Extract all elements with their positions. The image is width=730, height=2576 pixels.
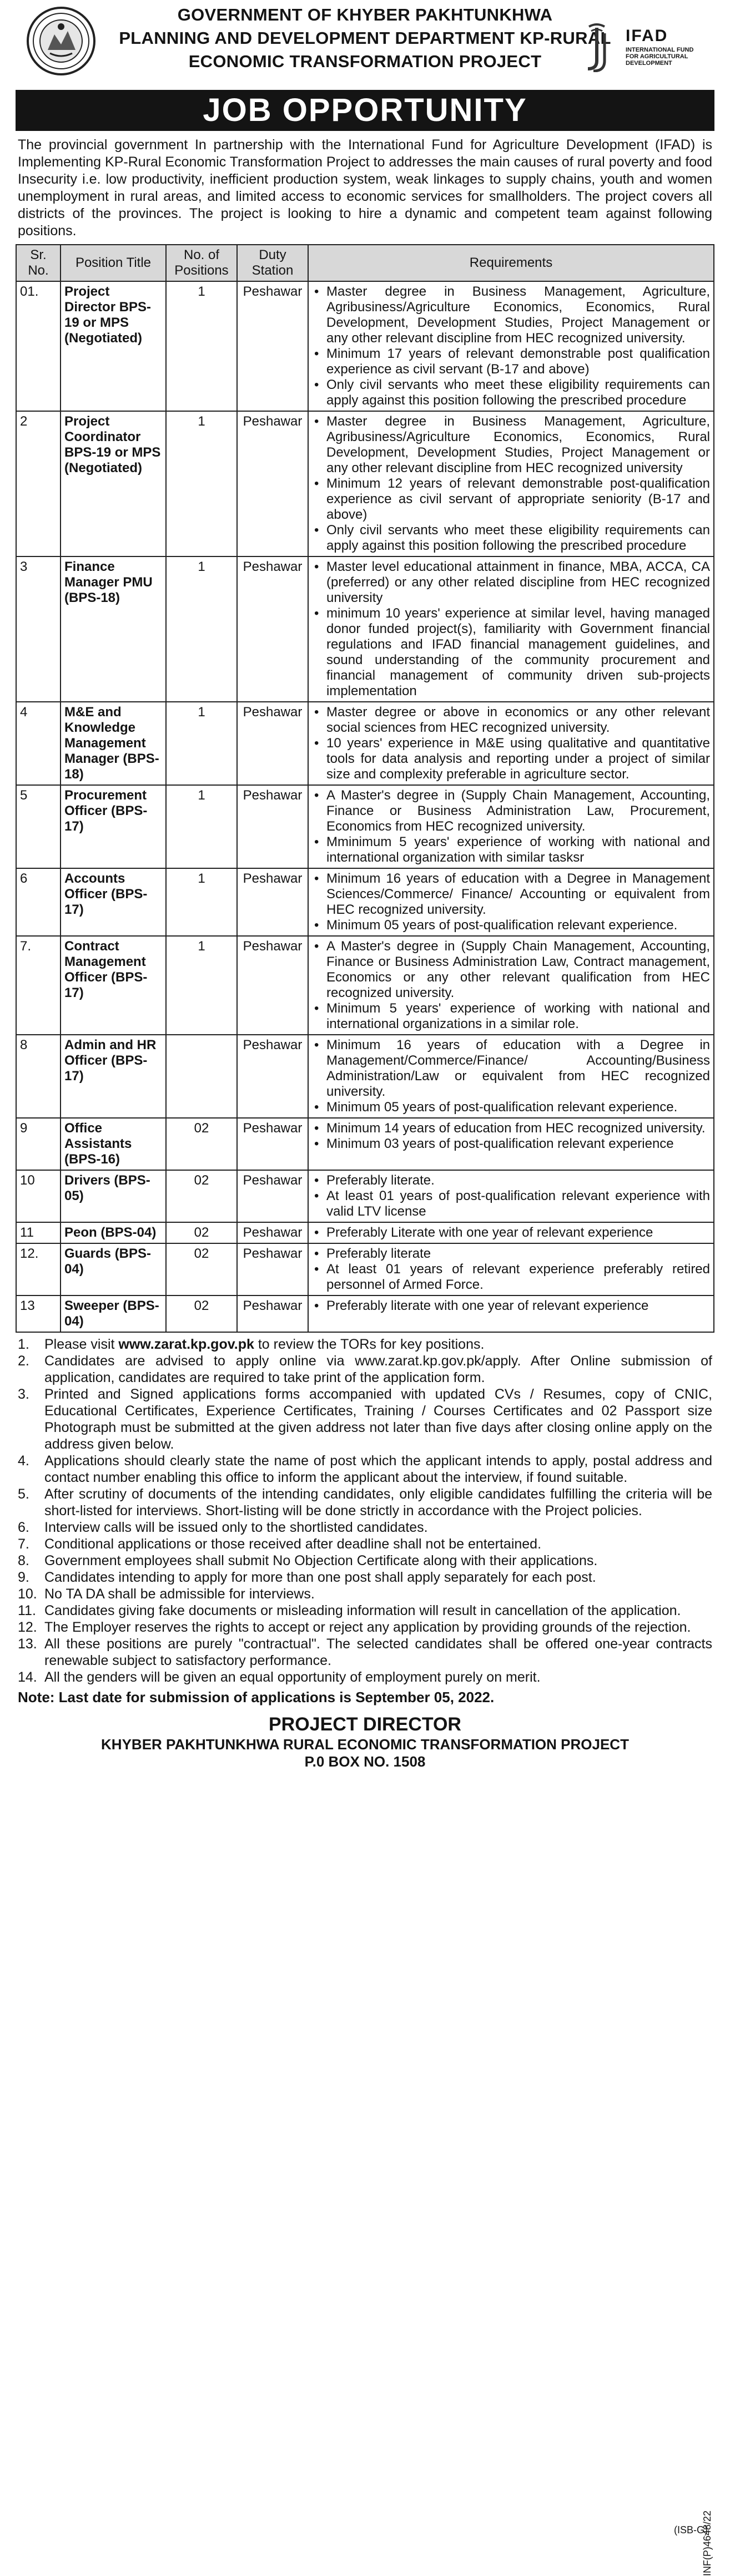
requirements [308, 1222, 714, 1243]
requirements [308, 785, 714, 868]
note-number: 3. [18, 1386, 29, 1402]
duty-station: Peshawar [237, 936, 308, 1035]
position-title: Office Assistants (BPS-16) [61, 1118, 166, 1170]
table-header-row [16, 245, 714, 281]
note-item [18, 1386, 712, 1453]
table-body [16, 281, 714, 1332]
header-position-title: Position Title [61, 245, 166, 281]
note-item [18, 1586, 712, 1602]
note-text [44, 1602, 712, 1619]
table-row [16, 281, 714, 411]
header-no-of-positions: No. of Positions [166, 245, 237, 281]
table-row [16, 1295, 714, 1332]
requirement-item: • Preferably Literate with one year of relevant experience [312, 1225, 710, 1241]
position-title: Contract Management Officer (BPS-17) [61, 936, 166, 1035]
footer-project: KHYBER PAKHTUNKHWA RURAL ECONOMIC TRANSFORMATION PROJECT [101, 1736, 629, 1753]
duty-station: Peshawar [237, 1295, 308, 1332]
requirements [308, 1118, 714, 1170]
header-project: ECONOMIC TRANSFORMATION PROJECT [188, 52, 542, 71]
position-title: Drivers (BPS-05) [61, 1170, 166, 1222]
requirement-item: • At least 01 years of post-qualification relevant experience with valid LTV license [312, 1188, 710, 1219]
note-text [44, 1569, 712, 1586]
note-item [18, 1619, 712, 1636]
note-number: 4. [18, 1453, 29, 1469]
number-of-positions: 1 [166, 936, 237, 1035]
number-of-positions: 02 [166, 1295, 237, 1332]
header-government: GOVERNMENT OF KHYBER PAKHTUNKHWA [177, 5, 553, 24]
duty-station: Peshawar [237, 1243, 308, 1295]
number-of-positions [166, 1035, 237, 1118]
sr-number: 5 [16, 785, 61, 868]
position-title: Admin and HR Officer (BPS-17) [61, 1035, 166, 1118]
note-text-start: No TA DA shall be admissible for interviews. [44, 1586, 315, 1602]
requirement-item: • Master degree or above in economics or any other relevant social sciences from HEC recognized university. [312, 705, 710, 736]
requirement-item: • A Master's degree in (Supply Chain Management, Accounting, Finance or Business Administration Law, Contract management, Economics or any other relevant qualification from HEC recognized university. [312, 939, 710, 1001]
note-text [44, 1552, 712, 1569]
table-row [16, 868, 714, 936]
website-link[interactable]: www.zarat.kp.gov.pk [118, 1337, 254, 1352]
requirement-item: • minimum 10 years' experience at similar level, having managed donor funded project(s), familiarity with Government financial regulations and IFAD financial management guidelines, and sound understanding of the community procurement and financial management of community driven sub-projects implementation [312, 606, 710, 699]
duty-station: Peshawar [237, 868, 308, 936]
requirement-item: • Only civil servants who meet these eligibility requirements can apply against this position following the prescribed procedure [312, 377, 710, 408]
note-item [18, 1636, 712, 1669]
requirements [308, 1295, 714, 1332]
sr-number: 7. [16, 936, 61, 1035]
header-department: PLANNING AND DEVELOPMENT DEPARTMENT KP-RURAL [119, 28, 611, 48]
footer [16, 1713, 714, 1770]
note-number: 12. [18, 1620, 37, 1635]
note-text [44, 1453, 712, 1486]
note-text-start: Applications should clearly state the name of post which the applicant intends to apply, postal address and contact number enabling this office to inform the applicant about the interview, if found suitable. [44, 1453, 712, 1485]
kp-government-seal-icon [26, 6, 97, 77]
table-row [16, 936, 714, 1035]
table-row [16, 1222, 714, 1243]
note-text [44, 1386, 712, 1453]
reference-number: INF(P)4648/22 [702, 2511, 713, 2576]
note-number: 11. [18, 1603, 36, 1618]
table-row [16, 785, 714, 868]
number-of-positions: 02 [166, 1222, 237, 1243]
duty-station: Peshawar [237, 1170, 308, 1222]
requirements [308, 556, 714, 702]
note-text [44, 1586, 712, 1602]
sr-number: 3 [16, 556, 61, 702]
note-number: 14. [18, 1669, 37, 1685]
note-text-start: Candidates intending to apply for more than one post shall apply separately for each post. [44, 1570, 596, 1585]
number-of-positions: 1 [166, 785, 237, 868]
requirement-item: • At least 01 years of relevant experience preferably retired personnel of Armed Force. [312, 1262, 710, 1293]
note-text-start: After scrutiny of documents of the intending candidates, only eligible candidates fulfilling the criteria will be short-listed for interviews. Short-listing will be done strictly in accordance with the Project policies. [44, 1486, 712, 1519]
isb-code: (ISB-G) [674, 2524, 708, 2535]
requirement-item: • Minimum 05 years of post-qualification relevant experience. [312, 1100, 710, 1115]
header-duty-station: Duty Station [237, 245, 308, 281]
duty-station: Peshawar [237, 281, 308, 411]
notes-list [18, 1336, 712, 1686]
sr-number: 2 [16, 411, 61, 556]
number-of-positions: 02 [166, 1118, 237, 1170]
requirements [308, 1243, 714, 1295]
sr-number: 6 [16, 868, 61, 936]
note-item [18, 1453, 712, 1486]
note-text [44, 1669, 712, 1686]
duty-station: Peshawar [237, 1035, 308, 1118]
note-text [44, 1619, 712, 1636]
note-item [18, 1602, 712, 1619]
duty-station: Peshawar [237, 1222, 308, 1243]
note-text-start: All the genders will be given an equal opportunity of employment purely on merit. [44, 1669, 541, 1685]
table-row [16, 702, 714, 785]
note-text [44, 1336, 712, 1353]
header-sr-no: Sr. No. [16, 245, 61, 281]
header-requirements: Requirements [308, 245, 714, 281]
requirement-item: • Master degree in Business Management, Agriculture, Agribusiness/Agriculture Economics, Economics, Rural Development, Development Studies, Project Management or any other relevant discipline from HEC recognized university. [312, 284, 710, 346]
ifad-logo-text: IFAD [626, 27, 668, 45]
footer-title: PROJECT DIRECTOR [269, 1714, 461, 1735]
note-number: 1. [18, 1337, 29, 1352]
sr-number: 12. [16, 1243, 61, 1295]
note-text [44, 1519, 712, 1536]
requirements [308, 936, 714, 1035]
requirements [308, 411, 714, 556]
requirement-item: • Minimum 17 years of relevant demonstrable post qualification experience as civil servant (B-17 and above) [312, 346, 710, 377]
note-item [18, 1486, 712, 1519]
number-of-positions: 1 [166, 868, 237, 936]
sr-number: 01. [16, 281, 61, 411]
requirement-item: • Minimum 03 years of post-qualification relevant experience [312, 1136, 710, 1152]
note-text-start: Government employees shall submit No Objection Certificate along with their applications. [44, 1553, 598, 1568]
intro-paragraph: The provincial government In partnership with the International Fund for Agriculture Development (IFAD) is Implementing KP-Rural Economic Transformation Project to addresses the main causes of rural poverty and food Insecurity i.e. low productivity, inefficient production system, weak linkages to supply chains, youth and women unemployment in rural areas, and limited access to economic services for smallholders. The project covers all districts of the provinces. The project is looking to hire a dynamic and competent team against following positions. [18, 137, 712, 239]
position-title: M&E and Knowledge Management Manager (BPS-18) [61, 702, 166, 785]
header [16, 0, 714, 89]
duty-station: Peshawar [237, 556, 308, 702]
note-text-start: Candidates are advised to apply online via www.zarat.kp.gov.pk/apply. After Online submission of application, candidates are required to take print of the application form. [44, 1353, 712, 1385]
duty-station: Peshawar [237, 1118, 308, 1170]
sr-number: 9 [16, 1118, 61, 1170]
note-text-start: Candidates giving fake documents or misleading information will result in cancellation of the application. [44, 1603, 681, 1618]
positions-table [16, 244, 714, 1333]
sr-number: 8 [16, 1035, 61, 1118]
requirement-item: • Mminimum 5 years' experience of working with national and international organization with similar tasksr [312, 834, 710, 866]
note-item [18, 1519, 712, 1536]
requirement-item: • Minimum 14 years of education from HEC recognized university. [312, 1121, 710, 1136]
footer-po-box: P.0 BOX NO. 1508 [304, 1753, 426, 1770]
number-of-positions: 02 [166, 1243, 237, 1295]
note-number: 7. [18, 1536, 29, 1552]
note-text [44, 1486, 712, 1519]
note-item [18, 1552, 712, 1569]
requirement-item: • Preferably literate. [312, 1173, 710, 1188]
note-text-start: Please visit [44, 1337, 119, 1352]
position-title: Project Director BPS-19 or MPS (Negotiated) [61, 281, 166, 411]
note-text [44, 1636, 712, 1669]
job-opportunity-banner: JOB OPPORTUNITY [16, 90, 714, 131]
note-number: 5. [18, 1486, 29, 1502]
note-text-start: Conditional applications or those received after deadline shall not be entertained. [44, 1536, 542, 1552]
requirement-item: • Minimum 05 years of post-qualification relevant experience. [312, 918, 710, 933]
note-number: 2. [18, 1353, 29, 1369]
requirement-item: • Only civil servants who meet these eligibility requirements can apply against this position following the prescribed procedure [312, 523, 710, 554]
sr-number: 11 [16, 1222, 61, 1243]
note-item [18, 1669, 712, 1686]
number-of-positions: 1 [166, 702, 237, 785]
position-title: Guards (BPS-04) [61, 1243, 166, 1295]
requirement-item: • Master level educational attainment in finance, MBA, ACCA, CA (preferred) or any other related discipline from HEC recognized university [312, 559, 710, 606]
duty-station: Peshawar [237, 785, 308, 868]
number-of-positions: 1 [166, 411, 237, 556]
sr-number: 4 [16, 702, 61, 785]
ifad-logo [575, 22, 708, 78]
requirement-item: • 10 years' experience in M&E using qualitative and quantitative tools for data analysis and reporting under a project of similar size and complexity preferable in agriculture sector. [312, 736, 710, 782]
number-of-positions: 1 [166, 556, 237, 702]
table-row [16, 1243, 714, 1295]
note-number: 10. [18, 1586, 37, 1602]
note-number: 8. [18, 1553, 29, 1568]
note-text-start: All these positions are purely "contractual". The selected candidates shall be offered one-year contracts renewable subject to satisfactory performance. [44, 1636, 712, 1668]
last-date-note: Note: Last date for submission of applications is September 05, 2022. [18, 1689, 495, 1705]
ifad-logo-subtitle: INTERNATIONAL FUND FOR AGRICULTURAL DEVELOPMENT [626, 47, 694, 67]
duty-station: Peshawar [237, 411, 308, 556]
requirements [308, 1170, 714, 1222]
requirement-item: • Minimum 16 years of education with a Degree in Management Sciences/Commerce/ Finance/ Accounting or equivalent from HEC recognized university. [312, 871, 710, 918]
requirement-item: • Preferably literate with one year of relevant experience [312, 1298, 710, 1314]
table-row [16, 1118, 714, 1170]
duty-station: Peshawar [237, 702, 308, 785]
number-of-positions: 02 [166, 1170, 237, 1222]
note-number: 13. [18, 1636, 37, 1652]
note-text-start: Printed and Signed applications forms accompanied with updated CVs / Resumes, copy of CNIC, Educational Certificates, Experience Certificates, Training / Courses Certificates and 02 Passport size Photograph must be submitted at the given address not later than five days after closing online apply on the address given below. [44, 1386, 712, 1452]
table-row [16, 411, 714, 556]
note-text-end: to review the TORs for key positions. [254, 1337, 485, 1352]
table-row [16, 1035, 714, 1118]
table-row [16, 1170, 714, 1222]
note-text-start: The Employer reserves the rights to accept or reject any application by providing grounds of the rejection. [44, 1620, 691, 1635]
note-number: 9. [18, 1570, 29, 1585]
note-number: 6. [18, 1520, 29, 1535]
requirements [308, 281, 714, 411]
note-text [44, 1536, 712, 1552]
number-of-positions: 1 [166, 281, 237, 411]
position-title: Sweeper (BPS-04) [61, 1295, 166, 1332]
requirements [308, 702, 714, 785]
requirement-item: • A Master's degree in (Supply Chain Management, Accounting, Finance or Business Administration Law, Procurement, Economics from HEC recognized university. [312, 788, 710, 834]
note-item [18, 1336, 712, 1353]
position-title: Accounts Officer (BPS-17) [61, 868, 166, 936]
table-row [16, 556, 714, 702]
requirement-item: • Minimum 12 years of relevant demonstrable post-qualification experience as civil servant of appropriate seniority (B-17 and above) [312, 476, 710, 523]
note-item [18, 1536, 712, 1552]
position-title: Procurement Officer (BPS-17) [61, 785, 166, 868]
sr-number: 13 [16, 1295, 61, 1332]
requirements [308, 868, 714, 936]
note-text-start: Interview calls will be issued only to the shortlisted candidates. [44, 1520, 428, 1535]
note-item [18, 1353, 712, 1386]
requirement-item: • Minimum 5 years' experience of working with national and international organizations in a similar role. [312, 1001, 710, 1032]
requirement-item: • Minimum 16 years of education with a Degree in Management/Commerce/Finance/ Accounting/Business Administration/Law or equivalent from HEC recognized university. [312, 1038, 710, 1100]
requirement-item: • Preferably literate [312, 1246, 710, 1262]
position-title: Finance Manager PMU (BPS-18) [61, 556, 166, 702]
position-title: Peon (BPS-04) [61, 1222, 166, 1243]
note-item [18, 1569, 712, 1586]
requirements [308, 1035, 714, 1118]
ifad-emblem-icon [575, 22, 619, 72]
requirement-item: • Master degree in Business Management, Agriculture, Agribusiness/Agriculture Economics, Economics, Rural Development, Development Studies, Project Management or any other relevant discipline from HEC recognized university [312, 414, 710, 476]
position-title: Project Coordinator BPS-19 or MPS (Negotiated) [61, 411, 166, 556]
sr-number: 10 [16, 1170, 61, 1222]
note-text [44, 1353, 712, 1386]
